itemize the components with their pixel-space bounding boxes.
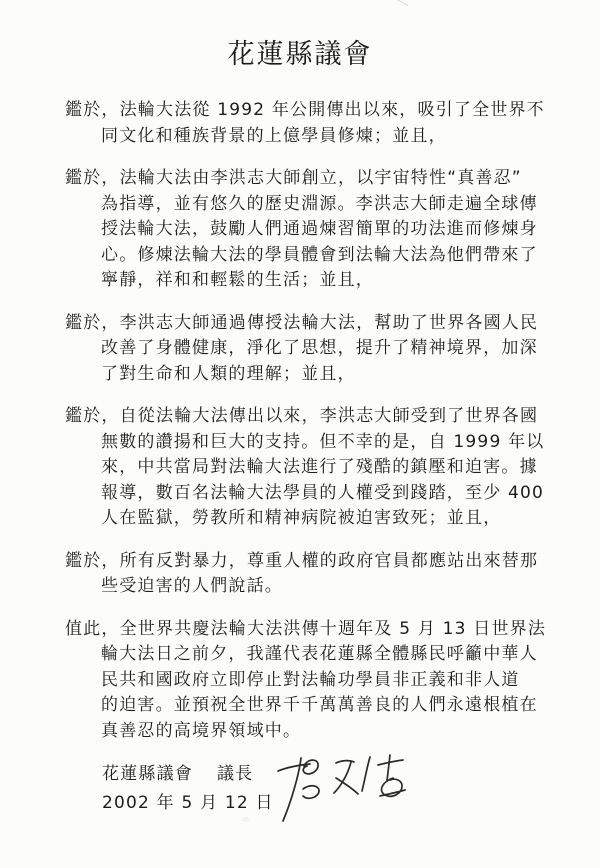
signature-stroke <box>387 755 390 781</box>
text-line: 鑑於，法輪大法由李洪志大師創立，以宇宙特性“真善忍” <box>65 168 522 188</box>
text-line: 無數的讚揚和巨大的支持。但不幸的是，自 1999 年以 <box>101 431 545 452</box>
text-line: 心。修煉法輪大法的學員體會到法輪大法為他們帶來了 <box>101 244 538 265</box>
text-line: 些受迫害的人們說話。 <box>101 576 283 596</box>
text-line: 改善了身體健康，淨化了思想，提升了精神境界，加深 <box>101 338 538 358</box>
text-line: 輪大法日之前夕，我謹代表花蓮縣全體縣民呼籲中華人 <box>101 644 538 664</box>
text-line: 鑑於，法輪大法從 1992 年公開傳出以來，吸引了全世界不 <box>65 100 545 120</box>
scan-artifact-bottom <box>241 817 250 822</box>
text-line: 報導，數百名法輪大法學員的人權受到踐踏，至少 400 <box>101 482 545 503</box>
signature-stroke <box>303 760 318 774</box>
text-line: 真善忍的高境界領域中。 <box>101 720 302 741</box>
text-line: 寧靜，祥和和輕鬆的生活；並且， <box>101 270 374 290</box>
text-line: 了對生命和人類的理解；並且， <box>101 363 356 384</box>
text-line: 鑑於，李洪志大師通過傳授法輪大法，幫助了世界各國人民 <box>65 312 539 333</box>
text-line: 鑑於，所有反對暴力，尊重人權的政府官員都應站出來替那 <box>65 550 539 571</box>
paragraph <box>65 617 570 745</box>
text-line: 為指導，並有悠久的歷史淵源。李洪志大師走遍全球傳 <box>101 193 538 214</box>
scan-artifact-top <box>397 0 409 6</box>
page-title: 花蓮縣議會 <box>227 39 373 70</box>
document-body <box>65 98 570 744</box>
signature-org: 花蓮縣議會 <box>102 764 193 784</box>
text-line: 同文化和種族背景的上億學員修煉；並且， <box>101 125 447 146</box>
text-line: 授法輪大法，鼓勵人們通過煉習簡單的功法進而修煉身 <box>101 219 538 239</box>
text-line: 值此，全世界共慶法輪大法洪傳十週年及 5 月 13 日世界法 <box>65 618 547 639</box>
signature-stroke <box>378 760 403 765</box>
handwritten-signature <box>262 745 422 825</box>
date-line: 2002 年 5 月 12 日 <box>102 793 274 813</box>
text-line: 來，中共當局對法輪大法進行了殘酷的鎮壓和迫害。據 <box>101 457 538 477</box>
paragraph <box>65 549 570 600</box>
paragraph <box>65 404 570 532</box>
paragraph <box>65 166 570 294</box>
text-line: 的迫害。並預祝全世界千千萬萬善良的人們永遠根植在 <box>101 695 538 715</box>
text-line: 人在監獄，勞教所和精神病院被迫害致死；並且， <box>101 508 502 528</box>
signature-stroke <box>303 786 319 798</box>
paragraph <box>65 98 570 149</box>
paragraph <box>65 311 570 388</box>
text-line: 民共和國政府立即停止對法輪功學員非正義和非人道 <box>101 669 520 690</box>
text-line: 鑑於，自從法輪大法傳出以來，李洪志大師受到了世界各國 <box>65 406 539 426</box>
signature-stroke <box>362 757 370 791</box>
signature-title: 議長 <box>217 764 254 784</box>
